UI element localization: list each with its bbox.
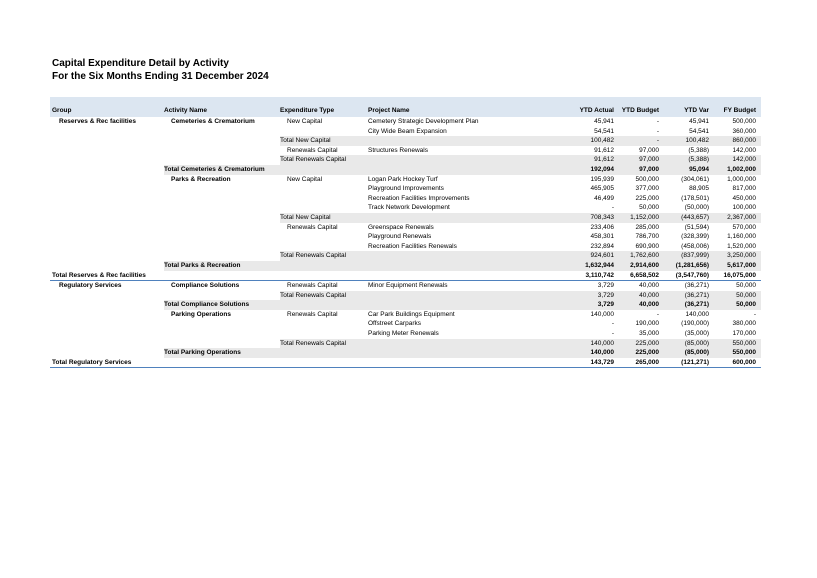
cell-fy-budget: 50,000 xyxy=(736,301,756,309)
cell-group: Total Regulatory Services xyxy=(52,358,132,366)
cell-expenditure-type: New Capital xyxy=(287,175,323,183)
table-row xyxy=(50,251,761,261)
cell-project-name: Cemetery Strategic Development Plan xyxy=(368,118,479,125)
cell-group: Reserves & Rec facilities xyxy=(59,118,136,125)
cell-fy-budget: 550,000 xyxy=(732,349,756,357)
cell-ytd-actual: 708,343 xyxy=(590,213,614,221)
cell-ytd-budget: 50,000 xyxy=(639,204,659,212)
table-row xyxy=(50,203,761,213)
cell-group: Regulatory Services xyxy=(59,282,122,290)
cell-ytd-budget: 1,152,000 xyxy=(630,213,659,221)
cell-ytd-var: (121,271) xyxy=(681,358,709,366)
cell-ytd-budget: 97,000 xyxy=(639,156,659,164)
table-row xyxy=(50,155,761,165)
table-row xyxy=(50,165,761,175)
cell-fy-budget: 1,520,000 xyxy=(727,242,756,250)
cell-ytd-actual: 91,612 xyxy=(594,146,614,154)
cell-ytd-var: (35,000) xyxy=(684,330,709,338)
cell-ytd-actual: 46,499 xyxy=(594,194,614,202)
cell-ytd-actual: 3,729 xyxy=(597,291,614,299)
cell-activity: Cemeteries & Crematorium xyxy=(171,118,255,125)
cell-ytd-actual: 232,894 xyxy=(590,242,614,250)
table-row xyxy=(50,127,761,137)
cell-ytd-budget: - xyxy=(656,118,659,125)
cell-fy-budget: 2,367,000 xyxy=(727,213,756,221)
table-row xyxy=(50,339,761,349)
cell-ytd-actual: 100,482 xyxy=(590,137,614,145)
cell-ytd-budget: 690,900 xyxy=(635,242,659,250)
cell-project-name: Playground Improvements xyxy=(368,185,444,193)
cell-ytd-budget: 285,000 xyxy=(635,223,659,231)
cell-ytd-budget: 6,658,502 xyxy=(630,271,659,279)
cell-ytd-budget: - xyxy=(656,127,659,135)
col-group-header: Group xyxy=(52,107,72,114)
cell-expenditure-type: Total New Capital xyxy=(280,137,331,145)
cell-ytd-budget: 97,000 xyxy=(639,146,659,154)
cell-fy-budget: 50,000 xyxy=(736,282,756,290)
table-body xyxy=(50,117,761,368)
cell-expenditure-type: Renewals Capital xyxy=(287,310,338,318)
table-row xyxy=(50,242,761,252)
cell-activity: Total Parks & Recreation xyxy=(164,261,241,269)
cell-fy-budget: 100,000 xyxy=(732,204,756,212)
cell-expenditure-type: Total New Capital xyxy=(280,213,331,221)
cell-expenditure-type: New Capital xyxy=(287,118,323,125)
cell-ytd-actual: - xyxy=(611,330,614,338)
cell-ytd-var: (304,061) xyxy=(681,175,709,183)
cell-fy-budget: 380,000 xyxy=(732,320,756,328)
cell-fy-budget: 360,000 xyxy=(732,127,756,135)
cell-project-name: Structures Renewals xyxy=(368,146,428,154)
cell-project-name: Recreation Facilities Improvements xyxy=(368,194,470,202)
cell-project-name: Car Park Buildings Equipment xyxy=(368,310,455,318)
cell-fy-budget: 500,000 xyxy=(732,118,756,125)
cell-activity: Compliance Solutions xyxy=(171,282,240,290)
cell-fy-budget: - xyxy=(753,310,756,318)
cell-ytd-var: (178,501) xyxy=(681,194,709,202)
cell-expenditure-type: Renewals Capital xyxy=(287,146,338,154)
cell-ytd-budget: 265,000 xyxy=(635,358,659,366)
table-row xyxy=(50,319,761,329)
cell-activity: Total Compliance Solutions xyxy=(164,301,250,309)
cell-ytd-budget: 786,700 xyxy=(635,233,659,241)
cell-ytd-var: (36,271) xyxy=(684,291,709,299)
cell-project-name: Minor Equipment Renewals xyxy=(368,282,448,290)
cell-ytd-actual: 233,406 xyxy=(590,223,614,231)
cell-ytd-actual: 3,729 xyxy=(597,301,614,309)
table-row xyxy=(50,310,761,320)
cell-fy-budget: 550,000 xyxy=(732,339,756,347)
cell-fy-budget: 450,000 xyxy=(732,194,756,202)
cell-fy-budget: 5,617,000 xyxy=(727,261,756,269)
cell-project-name: Parking Meter Renewals xyxy=(368,330,439,338)
cell-ytd-var: (443,657) xyxy=(681,213,709,221)
cell-project-name: Offstreet Carparks xyxy=(368,320,421,328)
cell-ytd-budget: 40,000 xyxy=(639,282,659,290)
cell-ytd-budget: 225,000 xyxy=(635,349,659,357)
report-title: Capital Expenditure Detail by Activity xyxy=(52,58,229,69)
cell-ytd-var: (3,547,760) xyxy=(675,271,709,279)
table-row xyxy=(50,261,761,271)
cell-fy-budget: 16,075,000 xyxy=(723,271,756,279)
cell-ytd-budget: 35,000 xyxy=(639,330,659,338)
cell-fy-budget: 860,000 xyxy=(732,137,756,145)
cell-ytd-actual: 3,110,742 xyxy=(585,271,614,279)
cell-ytd-budget: 225,000 xyxy=(635,194,659,202)
cell-ytd-var: (5,388) xyxy=(688,156,709,164)
cell-ytd-var: 54,541 xyxy=(689,127,709,135)
col-activity-header: Activity Name xyxy=(164,107,207,114)
cell-ytd-actual: 143,729 xyxy=(590,358,614,366)
cell-activity: Parking Operations xyxy=(171,310,231,318)
cell-ytd-var: (458,006) xyxy=(681,242,709,250)
cell-ytd-budget: 1,762,600 xyxy=(630,252,659,260)
cell-ytd-budget: - xyxy=(656,310,659,318)
cell-ytd-var: 88,905 xyxy=(689,185,709,193)
cell-ytd-actual: - xyxy=(611,320,614,328)
cell-fy-budget: 142,000 xyxy=(732,156,756,164)
cell-ytd-var: (51,594) xyxy=(684,223,709,231)
cell-fy-budget: 1,000,000 xyxy=(727,175,756,183)
cell-fy-budget: 3,250,000 xyxy=(727,252,756,260)
cell-ytd-budget: 2,914,600 xyxy=(630,261,659,269)
cell-ytd-actual: 54,541 xyxy=(594,127,614,135)
cell-ytd-var: (1,281,656) xyxy=(675,261,709,269)
cell-fy-budget: 142,000 xyxy=(732,146,756,154)
cell-ytd-var: (36,271) xyxy=(684,282,709,290)
cell-project-name: City Wide Beam Expansion xyxy=(368,127,447,135)
cell-ytd-budget: 377,000 xyxy=(635,185,659,193)
cell-ytd-actual: 1,632,944 xyxy=(585,261,614,269)
cell-fy-budget: 600,000 xyxy=(732,358,756,366)
cell-ytd-var: 100,482 xyxy=(685,137,709,145)
cell-project-name: Playground Renewals xyxy=(368,233,432,241)
cell-ytd-budget: 40,000 xyxy=(639,291,659,299)
cell-ytd-var: 140,000 xyxy=(685,310,709,318)
cell-ytd-budget: 225,000 xyxy=(635,339,659,347)
cell-expenditure-type: Total Renewals Capital xyxy=(280,252,347,260)
cell-ytd-var: (85,000) xyxy=(684,349,709,357)
table-row xyxy=(50,175,761,185)
table-row xyxy=(50,146,761,156)
cell-ytd-actual: 192,094 xyxy=(590,165,614,173)
cell-ytd-actual: 465,905 xyxy=(590,185,614,193)
table-header xyxy=(50,97,761,117)
cell-ytd-var: 95,094 xyxy=(689,165,709,173)
cell-ytd-budget: 500,000 xyxy=(635,175,659,183)
cell-fy-budget: 50,000 xyxy=(736,291,756,299)
cell-ytd-actual: - xyxy=(611,204,614,212)
table-row xyxy=(50,300,761,310)
col-ytd-actual-header: YTD Actual xyxy=(579,107,614,114)
cell-ytd-var: (36,271) xyxy=(684,301,709,309)
cell-fy-budget: 570,000 xyxy=(732,223,756,231)
cell-expenditure-type: Total Renewals Capital xyxy=(280,156,347,164)
cell-ytd-budget: 97,000 xyxy=(639,165,659,173)
cell-project-name: Greenspace Renewals xyxy=(368,223,434,231)
cell-activity: Total Parking Operations xyxy=(164,349,241,357)
cell-ytd-var: (5,388) xyxy=(688,146,709,154)
cell-fy-budget: 170,000 xyxy=(732,330,756,338)
table-row xyxy=(50,213,761,223)
cell-fy-budget: 817,000 xyxy=(732,185,756,193)
cell-expenditure-type: Total Renewals Capital xyxy=(280,291,347,299)
col-ytd-var-header: YTD Var xyxy=(684,107,709,114)
cell-ytd-actual: 140,000 xyxy=(590,310,614,318)
table-row xyxy=(50,348,761,358)
cell-fy-budget: 1,002,000 xyxy=(727,165,756,173)
col-project-header: Project Name xyxy=(368,107,410,114)
table-row xyxy=(50,223,761,233)
cell-ytd-actual: 195,939 xyxy=(590,175,614,183)
cell-ytd-actual: 924,601 xyxy=(590,252,614,260)
cell-project-name: Track Network Development xyxy=(368,204,450,212)
col-ytd-budget-header: YTD Budget xyxy=(621,107,659,114)
col-expenditure-header: Expenditure Type xyxy=(280,107,335,114)
cell-ytd-var: (190,000) xyxy=(681,320,709,328)
cell-fy-budget: 1,160,000 xyxy=(727,233,756,241)
table-row xyxy=(50,271,761,282)
cell-ytd-var: (328,399) xyxy=(681,233,709,241)
cell-project-name: Logan Park Hockey Turf xyxy=(368,175,438,183)
cell-ytd-var: (50,000) xyxy=(684,204,709,212)
cell-ytd-actual: 140,000 xyxy=(590,339,614,347)
cell-activity: Parks & Recreation xyxy=(171,175,231,183)
table-row xyxy=(50,194,761,204)
cell-group: Total Reserves & Rec facilities xyxy=(52,271,146,279)
cell-ytd-actual: 140,000 xyxy=(590,349,614,357)
cell-ytd-actual: 91,612 xyxy=(594,156,614,164)
cell-activity: Total Cemeteries & Crematorium xyxy=(164,165,265,173)
table-row xyxy=(50,117,761,127)
cell-ytd-actual: 45,941 xyxy=(594,118,614,125)
table-row xyxy=(50,136,761,146)
capex-table xyxy=(50,97,761,368)
table-row xyxy=(50,329,761,339)
cell-expenditure-type: Renewals Capital xyxy=(287,282,338,290)
cell-project-name: Recreation Facilities Renewals xyxy=(368,242,457,250)
cell-ytd-var: 45,941 xyxy=(689,118,709,125)
table-row xyxy=(50,232,761,242)
table-row xyxy=(50,358,761,369)
cell-ytd-budget: 190,000 xyxy=(635,320,659,328)
table-row xyxy=(50,184,761,194)
report-subtitle: For the Six Months Ending 31 December 2024 xyxy=(52,71,269,82)
table-row xyxy=(50,291,761,301)
cell-ytd-var: (85,000) xyxy=(684,339,709,347)
cell-ytd-budget: - xyxy=(656,137,659,145)
cell-ytd-var: (837,999) xyxy=(681,252,709,260)
cell-expenditure-type: Renewals Capital xyxy=(287,223,338,231)
col-fy-budget-header: FY Budget xyxy=(723,107,756,114)
table-row xyxy=(50,281,761,291)
cell-ytd-actual: 3,729 xyxy=(597,282,614,290)
cell-ytd-budget: 40,000 xyxy=(639,301,659,309)
cell-expenditure-type: Total Renewals Capital xyxy=(280,339,347,347)
cell-ytd-actual: 458,301 xyxy=(590,233,614,241)
